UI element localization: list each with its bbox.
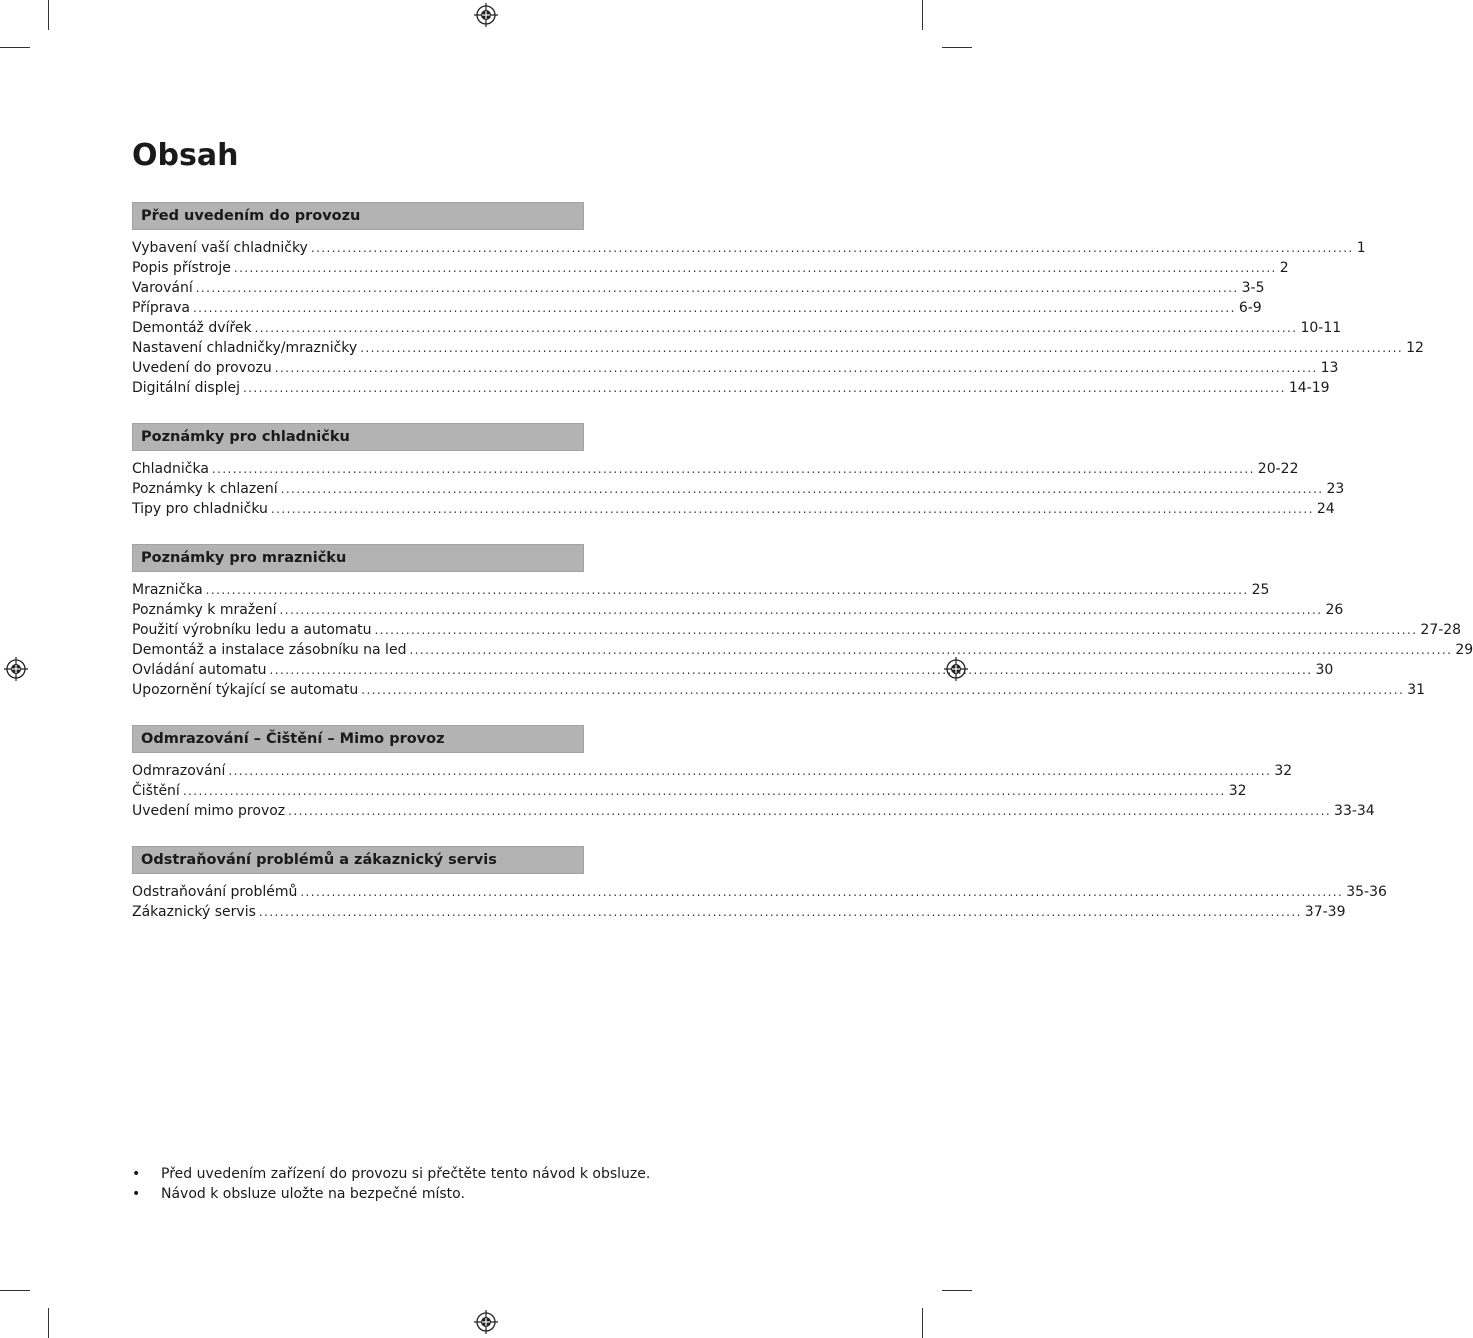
crop-mark (922, 0, 923, 30)
toc-entry (132, 640, 1473, 660)
crop-mark (48, 0, 49, 30)
toc-page: 32 (1228, 783, 1247, 799)
toc-entry (132, 378, 1330, 398)
toc-page: 13 (1320, 360, 1339, 376)
toc-page: 30 (1315, 662, 1334, 678)
toc-label: Uvedení do provozu (132, 360, 272, 376)
notes-list (132, 1164, 832, 1204)
toc-page: 29 (1455, 642, 1473, 658)
crop-mark (942, 1290, 972, 1291)
note-item (132, 1164, 832, 1184)
toc-entry (132, 459, 1299, 479)
toc-label: Příprava (132, 300, 190, 316)
dot-leader: ........................................................................................................................................................................................................ (269, 663, 1313, 677)
toc-section (132, 544, 1473, 700)
bullet: • (132, 1166, 141, 1182)
toc-page: 20-22 (1257, 461, 1299, 477)
toc-entry (132, 238, 1366, 258)
toc-entry (132, 801, 1375, 821)
toc-page: 23 (1326, 481, 1345, 497)
toc-page: 37-39 (1304, 904, 1346, 920)
toc-label: Poznámky k chlazení (132, 481, 278, 497)
dot-leader: ........................................................................................................................................................................................................ (205, 583, 1249, 597)
dot-leader: ........................................................................................................................................................................................................ (274, 361, 1318, 375)
toc-entry (132, 278, 1265, 298)
toc-entry (132, 600, 1344, 620)
toc-label: Chladnička (132, 461, 209, 477)
toc-entry (132, 358, 1339, 378)
dot-leader: ........................................................................................................................................................................................................ (242, 381, 1286, 395)
toc-label: Odstraňování problémů (132, 884, 298, 900)
toc-page: 10-11 (1300, 320, 1342, 336)
dot-leader: ........................................................................................................................................................................................................ (182, 784, 1226, 798)
toc-entry (132, 680, 1426, 700)
section-heading: Poznámky pro mrazničku (132, 544, 584, 572)
dot-leader: ........................................................................................................................................................................................................ (409, 643, 1453, 657)
toc-label: Vybavení vaší chladničky (132, 240, 308, 256)
toc-entry (132, 318, 1342, 338)
toc-page: 25 (1251, 582, 1270, 598)
toc-entry (132, 620, 1462, 640)
toc-page: 12 (1406, 340, 1424, 356)
crop-mark (942, 47, 972, 48)
toc-section (132, 423, 1345, 519)
dot-leader: ........................................................................................................................................................................................................ (280, 482, 1324, 496)
toc-label: Demontáž dvířek (132, 320, 252, 336)
toc-entry (132, 660, 1334, 680)
section-heading: Odstraňování problémů a zákaznický servis (132, 846, 584, 874)
dot-leader: ........................................................................................................................................................................................................ (288, 804, 1332, 818)
registration-mark-icon (474, 3, 498, 27)
toc-label: Digitální displej (132, 380, 240, 396)
toc-section (132, 202, 1424, 398)
dot-leader: ........................................................................................................................................................................................................ (254, 321, 1298, 335)
toc-label: Tipy pro chladničku (132, 501, 268, 517)
toc-entry (132, 781, 1247, 801)
toc-label: Použití výrobníku ledu a automatu (132, 622, 372, 638)
dot-leader: ........................................................................................................................................................................................................ (310, 241, 1354, 255)
toc-label: Odmrazování (132, 763, 226, 779)
toc-label: Mraznička (132, 582, 203, 598)
toc-label: Upozornění týkající se automatu (132, 682, 359, 698)
toc-page: 1 (1356, 240, 1366, 256)
dot-leader: ........................................................................................................................................................................................................ (279, 603, 1323, 617)
toc-section (132, 725, 1375, 821)
toc-label: Poznámky k mražení (132, 602, 277, 618)
toc-section (132, 846, 1387, 922)
toc-page: 32 (1274, 763, 1293, 779)
dot-leader: ........................................................................................................................................................................................................ (228, 764, 1272, 778)
dot-leader: ........................................................................................................................................................................................................ (374, 623, 1418, 637)
toc-page: 3-5 (1241, 280, 1265, 296)
registration-mark-icon (474, 1310, 498, 1334)
section-heading: Poznámky pro chladničku (132, 423, 584, 451)
toc-page: 26 (1325, 602, 1344, 618)
toc-page: 31 (1407, 682, 1426, 698)
toc-label: Nastavení chladničky/mrazničky (132, 340, 358, 356)
dot-leader: ........................................................................................................................................................................................................ (211, 462, 1255, 476)
dot-leader: ........................................................................................................................................................................................................ (300, 885, 1344, 899)
toc-entry (132, 499, 1335, 519)
toc-label: Uvedení mimo provoz (132, 803, 286, 819)
toc-page: 27-28 (1420, 622, 1462, 638)
toc-page: 24 (1316, 501, 1335, 517)
toc-label: Demontáž a instalace zásobníku na led (132, 642, 407, 658)
note-item (132, 1184, 832, 1204)
toc-label: Popis přístroje (132, 260, 231, 276)
toc-entry (132, 298, 1262, 318)
toc-entry (132, 761, 1293, 781)
toc-label: Čištění (132, 783, 180, 799)
page-title: Obsah (132, 138, 239, 173)
toc-entry (132, 580, 1270, 600)
toc-entry (132, 258, 1289, 278)
toc-entry (132, 338, 1424, 358)
toc-label: Ovládání automatu (132, 662, 267, 678)
dot-leader: ........................................................................................................................................................................................................ (195, 281, 1239, 295)
toc-label: Varování (132, 280, 193, 296)
dot-leader: ........................................................................................................................................................................................................ (361, 683, 1405, 697)
toc-entry (132, 882, 1387, 902)
crop-mark (48, 1308, 49, 1338)
toc-entry (132, 902, 1346, 922)
toc-page: 35-36 (1346, 884, 1387, 900)
section-heading: Před uvedením do provozu (132, 202, 584, 230)
toc-label: Zákaznický servis (132, 904, 256, 920)
dot-leader: ........................................................................................................................................................................................................ (233, 261, 1277, 275)
toc-entry (132, 479, 1345, 499)
bullet: • (132, 1186, 141, 1202)
crop-mark (0, 1290, 30, 1291)
registration-mark-icon (4, 657, 28, 681)
dot-leader: ........................................................................................................................................................................................................ (360, 341, 1404, 355)
section-heading: Odmrazování – Čištění – Mimo provoz (132, 725, 584, 753)
toc-page: 2 (1279, 260, 1289, 276)
crop-mark (0, 47, 30, 48)
dot-leader: ........................................................................................................................................................................................................ (258, 905, 1302, 919)
note-text: Návod k obsluze uložte na bezpečné místo. (161, 1186, 465, 1202)
crop-mark (922, 1308, 923, 1338)
dot-leader: ........................................................................................................................................................................................................ (192, 301, 1236, 315)
dot-leader: ........................................................................................................................................................................................................ (270, 502, 1314, 516)
note-text: Před uvedením zařízení do provozu si přečtěte tento návod k obsluze. (161, 1166, 651, 1182)
toc-page: 14-19 (1288, 380, 1330, 396)
toc-page: 33-34 (1334, 803, 1375, 819)
toc-page: 6-9 (1238, 300, 1262, 316)
